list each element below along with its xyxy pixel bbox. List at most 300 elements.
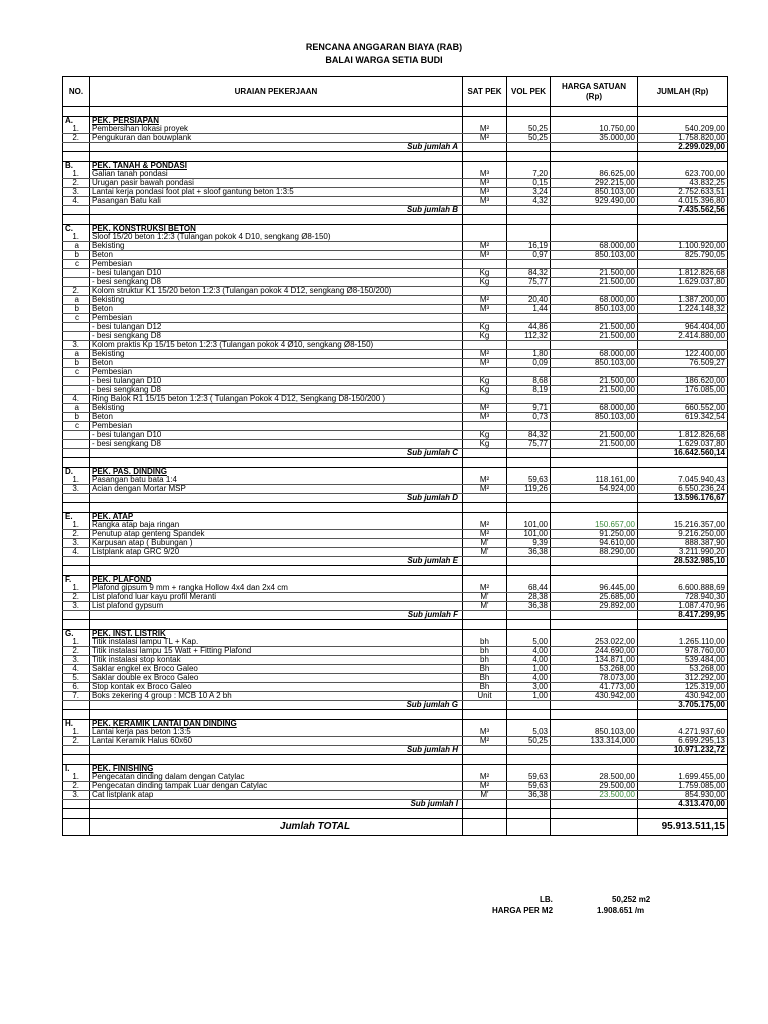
header-sat: SAT PEK [463,77,507,107]
row-no: a [63,350,90,359]
row-description: Plafond gipsum 9 mm + rangka Hollow 4x4 dan 2x4 cm [90,584,463,593]
row-unit: Kg [463,377,507,386]
row-description: Beton [90,413,463,422]
empty-cell [507,225,551,234]
row-volume: 5,03 [507,728,551,737]
row-description: Pembesian [90,260,463,269]
row-no: a [63,404,90,413]
row-volume: 1,80 [507,350,551,359]
table-row [63,476,728,485]
row-unit: M³ [463,251,507,260]
table-row [63,296,728,305]
row-no: 7. [63,692,90,701]
row-description: Pasangan Batu kali [90,197,463,206]
empty-cell [63,701,90,710]
empty-cell [638,620,728,630]
section-letter: I. [63,765,90,774]
section-title: PEK. KERAMIK LANTAI DAN DINDING [90,720,463,729]
empty-cell [63,809,90,819]
section-header-row [63,468,728,477]
header-harga-line1: HARGA SATUAN [562,81,626,91]
row-description: Sloof 15/20 beton 1:2:3 (Tulangan pokok 4 D10, sengkang Ø8-150) [90,233,463,242]
row-no: 1. [63,638,90,647]
empty-cell [507,503,551,513]
row-amount: 660.552,00 [638,404,728,413]
empty-cell [463,117,507,126]
row-unit: M' [463,539,507,548]
table-row [63,332,728,341]
table-row [63,395,728,404]
empty-cell [90,809,463,819]
empty-cell [507,576,551,585]
row-unit: Kg [463,278,507,287]
table-row [63,305,728,314]
row-description: List plafond gypsum [90,602,463,611]
row-volume: 1,00 [507,692,551,701]
row-unit-price: 78.073,00 [551,674,638,683]
row-description: - besi sengkang D8 [90,440,463,449]
row-no: 3. [63,791,90,800]
row-no: 1. [63,170,90,179]
subtotal-row [63,557,728,566]
empty-cell [463,720,507,729]
row-volume: 0,97 [507,251,551,260]
row-unit-price [551,260,638,269]
subtotal-value: 13.596.176,67 [638,494,728,503]
row-volume: 59,63 [507,476,551,485]
table-row [63,728,728,737]
row-amount: 1.699.455,00 [638,773,728,782]
row-amount: 540.209,00 [638,125,728,134]
row-description: Pembesian [90,314,463,323]
empty-cell [507,557,551,566]
row-description: Bekisting [90,296,463,305]
row-volume [507,260,551,269]
row-amount: 186.620,00 [638,377,728,386]
empty-cell [507,809,551,819]
empty-cell [463,809,507,819]
subtotal-label: Sub jumlah G [90,701,463,710]
empty-cell [63,107,90,117]
row-unit: Kg [463,440,507,449]
row-description: Bekisting [90,242,463,251]
row-no [63,377,90,386]
row-unit-price: 29.892,00 [551,602,638,611]
row-unit-price: 150.657,00 [551,521,638,530]
row-unit-price: 244.690,00 [551,647,638,656]
row-amount: 1.629.037,80 [638,278,728,287]
row-description: Kolom praktis Kp 15/15 beton 1:2:3 (Tulangan pokok 4 Ø10, sengkang Ø8-150) [90,341,463,350]
row-unit: M² [463,404,507,413]
spacer-row [63,755,728,765]
row-volume: 0,73 [507,413,551,422]
empty-cell [63,800,90,809]
empty-cell [507,620,551,630]
table-row [63,233,728,242]
row-amount: 1.758.820,00 [638,134,728,143]
empty-cell [463,225,507,234]
row-description: Lantai kerja pas beton 1:3:5 [90,728,463,737]
row-volume: 4,00 [507,656,551,665]
row-volume [507,422,551,431]
row-unit: M³ [463,188,507,197]
row-volume: 0,15 [507,179,551,188]
table-row [63,539,728,548]
row-unit-price: 41.773,00 [551,683,638,692]
empty-cell [507,152,551,162]
empty-cell [551,449,638,458]
empty-cell [90,620,463,630]
row-no: 1. [63,125,90,134]
row-unit-price: 850.103,00 [551,251,638,260]
row-description: Listplank atap GRC 9/20 [90,548,463,557]
subtotal-label: Sub jumlah I [90,800,463,809]
empty-cell [463,162,507,171]
empty-cell [90,503,463,513]
table-row [63,692,728,701]
row-description: Pengukuran dan bouwplank [90,134,463,143]
spacer-row [63,620,728,630]
empty-cell [638,117,728,126]
row-volume: 68,44 [507,584,551,593]
empty-cell [551,701,638,710]
row-unit-price: 10.750,00 [551,125,638,134]
empty-cell [551,819,638,836]
empty-cell [551,566,638,576]
empty-cell [638,809,728,819]
row-volume: 36,38 [507,548,551,557]
total-row [63,819,728,836]
row-description: Beton [90,305,463,314]
row-volume: 8,68 [507,377,551,386]
row-amount: 15.216.357,00 [638,521,728,530]
row-description: - besi sengkang D8 [90,332,463,341]
row-no: 2. [63,179,90,188]
row-amount: 964.404,00 [638,323,728,332]
section-letter: E. [63,513,90,522]
row-unit-price: 68.000,00 [551,404,638,413]
row-amount: 6.550.236,24 [638,485,728,494]
empty-cell [463,215,507,225]
row-no: c [63,368,90,377]
footer-harga-label: HARGA PER M2 [492,906,554,915]
row-no: 1. [63,728,90,737]
subtotal-row [63,746,728,755]
table-row [63,656,728,665]
empty-cell [638,566,728,576]
table-row [63,431,728,440]
empty-cell [463,576,507,585]
row-unit: M' [463,548,507,557]
row-unit: Bh [463,665,507,674]
row-no: c [63,314,90,323]
table-row [63,530,728,539]
empty-cell [507,449,551,458]
row-description: Kolom struktur K1 15/20 beton 1:2:3 (Tulangan pokok 4 D12, sengkang Ø8-150/200) [90,287,463,296]
row-unit-price: 53.268,00 [551,665,638,674]
header-jumlah: JUMLAH (Rp) [638,77,728,107]
row-amount: 854.930,00 [638,791,728,800]
row-description: Saklar engkel ex Broco Galeo [90,665,463,674]
row-volume: 1,00 [507,665,551,674]
row-volume: 84,32 [507,431,551,440]
row-volume: 119,26 [507,485,551,494]
empty-cell [551,152,638,162]
empty-cell [507,162,551,171]
subtotal-value: 8.417.299,95 [638,611,728,620]
empty-cell [507,720,551,729]
footer-lb-label: LB. [540,895,553,904]
row-volume: 84,32 [507,269,551,278]
row-volume: 36,38 [507,602,551,611]
row-no [63,431,90,440]
row-unit: M² [463,521,507,530]
row-amount: 430.942,00 [638,692,728,701]
row-amount: 7.045.940,43 [638,476,728,485]
empty-cell [90,566,463,576]
empty-cell [551,117,638,126]
header-uraian: URAIAN PEKERJAAN [90,77,463,107]
empty-cell [507,143,551,152]
empty-cell [463,611,507,620]
empty-cell [63,206,90,215]
rab-table-body [63,107,728,836]
empty-cell [638,710,728,720]
row-no: 1. [63,476,90,485]
empty-cell [463,620,507,630]
empty-cell [63,746,90,755]
row-unit-price: 118.161,00 [551,476,638,485]
header-no: NO. [63,77,90,107]
table-row [63,170,728,179]
row-unit: M³ [463,179,507,188]
row-unit: Bh [463,683,507,692]
table-row [63,593,728,602]
row-volume [507,368,551,377]
empty-cell [507,566,551,576]
subtotal-row [63,800,728,809]
empty-cell [463,630,507,639]
row-no: b [63,305,90,314]
table-row [63,413,728,422]
row-description: Ring Balok R1 15/15 beton 1:2:3 ( Tulangan Pokok 4 D12, Sengkang D8-150/200 ) [90,395,463,404]
row-no: 2. [63,647,90,656]
subtotal-label: Sub jumlah D [90,494,463,503]
row-description: Lantai kerja pondasi foot plat + sloof gantung beton 1:3:5 [90,188,463,197]
row-amount: 1.629.037,80 [638,440,728,449]
table-row [63,782,728,791]
row-volume: 1,44 [507,305,551,314]
section-letter: A. [63,117,90,126]
row-description: Pengecatan dinding tampak Luar dengan Catylac [90,782,463,791]
row-unit-price: 68.000,00 [551,296,638,305]
empty-cell [463,206,507,215]
row-volume: 16,19 [507,242,551,251]
subtotal-row [63,449,728,458]
empty-cell [638,503,728,513]
row-amount [638,314,728,323]
empty-cell [507,611,551,620]
section-title: PEK. PLAFOND [90,576,463,585]
table-row [63,674,728,683]
table-row [63,386,728,395]
row-no: 3. [63,656,90,665]
empty-cell [90,215,463,225]
row-unit: Kg [463,269,507,278]
subtotal-label: Sub jumlah E [90,557,463,566]
empty-cell [638,630,728,639]
row-amount: 1.387.200,00 [638,296,728,305]
empty-cell [463,458,507,468]
row-unit [463,287,507,296]
row-unit: M² [463,242,507,251]
row-no: 2. [63,737,90,746]
row-amount: 176.085,00 [638,386,728,395]
row-description: Pembesian [90,368,463,377]
table-row [63,584,728,593]
empty-cell [551,576,638,585]
row-unit-price: 134.871,00 [551,656,638,665]
row-unit-price: 68.000,00 [551,350,638,359]
empty-cell [507,755,551,765]
row-no: 1. [63,773,90,782]
row-volume: 4,00 [507,647,551,656]
section-header-row [63,765,728,774]
table-row [63,647,728,656]
row-unit-price: 292.215,00 [551,179,638,188]
row-no [63,323,90,332]
row-unit: M² [463,476,507,485]
section-header-row [63,117,728,126]
total-value: 95.913.511,15 [638,819,728,836]
row-volume: 50,25 [507,125,551,134]
row-volume: 112,32 [507,332,551,341]
row-description: Galian tanah pondasi [90,170,463,179]
section-header-row [63,162,728,171]
row-no: c [63,260,90,269]
row-unit [463,233,507,242]
subtotal-value: 28.532.985,10 [638,557,728,566]
row-description: - besi tulangan D10 [90,431,463,440]
row-description: Saklar double ex Broco Galeo [90,674,463,683]
row-description: Stop kontak ex Broco Galeo [90,683,463,692]
row-unit: M² [463,773,507,782]
row-no: 1. [63,521,90,530]
table-row [63,179,728,188]
empty-cell [507,630,551,639]
subtotal-value: 7.435.562,56 [638,206,728,215]
empty-cell [551,800,638,809]
row-description: Beton [90,359,463,368]
empty-cell [63,620,90,630]
empty-cell [507,206,551,215]
row-unit: M² [463,485,507,494]
empty-cell [463,557,507,566]
empty-cell [638,215,728,225]
empty-cell [551,746,638,755]
empty-cell [507,746,551,755]
section-header-row [63,720,728,729]
row-amount: 888.387,90 [638,539,728,548]
empty-cell [63,494,90,503]
row-unit [463,314,507,323]
empty-cell [463,152,507,162]
total-label: Jumlah TOTAL [90,819,463,836]
empty-cell [463,710,507,720]
row-unit: M' [463,602,507,611]
row-no: 3. [63,539,90,548]
row-unit: M² [463,125,507,134]
subtotal-value: 3.705.175,00 [638,701,728,710]
table-row [63,287,728,296]
empty-cell [507,701,551,710]
row-amount: 6.699.295,13 [638,737,728,746]
row-description: Karpusan atap ( Bubungan ) [90,539,463,548]
table-row [63,422,728,431]
row-volume [507,287,551,296]
empty-cell [638,755,728,765]
table-row [63,773,728,782]
row-unit [463,368,507,377]
rab-table [62,76,728,836]
row-description: - besi sengkang D8 [90,278,463,287]
empty-cell [551,215,638,225]
row-volume: 9,71 [507,404,551,413]
row-unit: M' [463,593,507,602]
row-no: a [63,296,90,305]
row-unit: M³ [463,170,507,179]
row-volume: 4,32 [507,197,551,206]
row-no: 6. [63,683,90,692]
table-row [63,665,728,674]
row-no: 5. [63,674,90,683]
section-header-row [63,513,728,522]
row-no: b [63,413,90,422]
empty-cell [638,720,728,729]
row-unit: M³ [463,359,507,368]
empty-cell [638,107,728,117]
row-no [63,440,90,449]
row-volume: 36,38 [507,791,551,800]
row-volume: 101,00 [507,530,551,539]
empty-cell [63,755,90,765]
row-amount: 1.087.470,96 [638,602,728,611]
row-amount: 539.484,00 [638,656,728,665]
empty-cell [638,162,728,171]
header-harga [551,77,638,107]
row-no [63,269,90,278]
row-unit-price: 29.500,00 [551,782,638,791]
row-unit-price: 94.610,00 [551,539,638,548]
row-no: b [63,251,90,260]
row-description: Acian dengan Mortar MSP [90,485,463,494]
row-volume: 59,63 [507,782,551,791]
row-unit-price: 21.500,00 [551,278,638,287]
row-volume: 5,00 [507,638,551,647]
row-no: 2. [63,593,90,602]
section-letter: B. [63,162,90,171]
row-unit [463,341,507,350]
spacer-row [63,107,728,117]
empty-cell [507,494,551,503]
section-letter: D. [63,468,90,477]
table-row [63,269,728,278]
row-unit-price: 430.942,00 [551,692,638,701]
row-unit: M³ [463,728,507,737]
empty-cell [463,765,507,774]
row-volume: 4,00 [507,674,551,683]
row-unit-price [551,287,638,296]
